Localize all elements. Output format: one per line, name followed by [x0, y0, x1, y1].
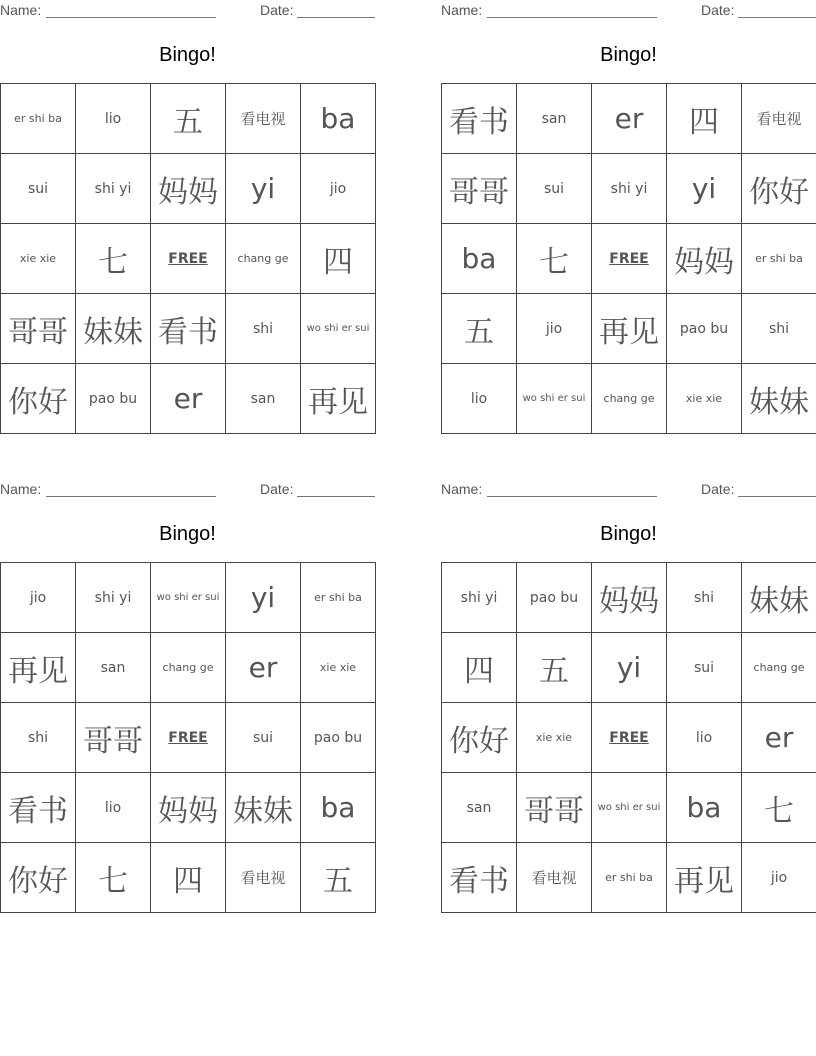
free-space-cell: FREE [592, 224, 667, 294]
bingo-cell: chang ge [151, 633, 226, 703]
card-title: Bingo! [159, 523, 216, 545]
bingo-grid [0, 562, 376, 913]
card-title: Bingo! [600, 523, 657, 545]
free-space-cell: FREE [151, 224, 226, 294]
bingo-cell: xie xie [517, 703, 592, 773]
bingo-row [442, 843, 816, 913]
bingo-cell: 看书 [442, 843, 517, 913]
bingo-cell: wo shi er sui [151, 563, 226, 633]
name-line [46, 496, 216, 497]
bingo-cell: 哥哥 [1, 294, 76, 364]
bingo-cell: 再见 [301, 364, 376, 434]
bingo-cell: 四 [442, 633, 517, 703]
bingo-cell: 七 [517, 224, 592, 294]
bingo-cell: 妈妈 [667, 224, 742, 294]
card-header [0, 2, 375, 18]
bingo-cell: lio [442, 364, 517, 434]
bingo-cell: sui [226, 703, 301, 773]
bingo-cell: 妈妈 [151, 773, 226, 843]
bingo-cell: wo shi er sui [301, 294, 376, 364]
bingo-cell: san [517, 84, 592, 154]
bingo-cell: 五 [442, 294, 517, 364]
bingo-row [1, 563, 376, 633]
bingo-cell: 妹妹 [742, 364, 816, 434]
bingo-card-1 [0, 0, 375, 433]
bingo-row [1, 84, 376, 154]
bingo-cell: 哥哥 [76, 703, 151, 773]
bingo-cell: 哥哥 [442, 154, 517, 224]
bingo-cell: ba [442, 224, 517, 294]
bingo-cell: 看电视 [226, 843, 301, 913]
bingo-cell: pao bu [517, 563, 592, 633]
card-header [0, 481, 375, 497]
bingo-cell: 哥哥 [517, 773, 592, 843]
bingo-cell: 看书 [442, 84, 517, 154]
bingo-cell: 七 [76, 843, 151, 913]
bingo-row [442, 773, 816, 843]
bingo-cell: er [742, 703, 816, 773]
bingo-row [442, 294, 816, 364]
bingo-cell: shi yi [592, 154, 667, 224]
date-line [738, 496, 816, 497]
bingo-cell: 四 [301, 224, 376, 294]
bingo-cell: 你好 [1, 843, 76, 913]
name-label: Name: [0, 481, 42, 497]
bingo-cell: shi yi [76, 563, 151, 633]
bingo-cell: shi [1, 703, 76, 773]
bingo-grid [441, 562, 816, 913]
date-label: Date: [260, 2, 294, 18]
bingo-cell: 四 [667, 84, 742, 154]
bingo-row [1, 773, 376, 843]
name-label: Name: [441, 481, 483, 497]
bingo-cell: jio [1, 563, 76, 633]
bingo-row [442, 84, 816, 154]
bingo-cell: 妈妈 [592, 563, 667, 633]
bingo-cell: ba [301, 84, 376, 154]
name-line [46, 17, 216, 18]
date-label: Date: [701, 481, 735, 497]
date-label: Date: [701, 2, 735, 18]
bingo-cell: 看书 [1, 773, 76, 843]
card-header [441, 481, 816, 497]
bingo-cell: 七 [76, 224, 151, 294]
bingo-cell: san [442, 773, 517, 843]
bingo-grid [0, 83, 376, 434]
bingo-cell: jio [742, 843, 816, 913]
bingo-cell: 五 [301, 843, 376, 913]
date-line [297, 17, 375, 18]
free-space-cell: FREE [151, 703, 226, 773]
card-title: Bingo! [600, 44, 657, 66]
bingo-card-4 [441, 479, 816, 912]
bingo-cell: pao bu [76, 364, 151, 434]
name-label: Name: [0, 2, 42, 18]
bingo-cell: 妹妹 [742, 563, 816, 633]
bingo-cell: pao bu [301, 703, 376, 773]
bingo-cell: ba [667, 773, 742, 843]
bingo-card-2 [441, 0, 816, 433]
bingo-row [442, 224, 816, 294]
bingo-cell: yi [592, 633, 667, 703]
bingo-cell: 看电视 [226, 84, 301, 154]
bingo-row [1, 154, 376, 224]
bingo-cell: 看书 [151, 294, 226, 364]
bingo-cell: sui [517, 154, 592, 224]
bingo-cell: er shi ba [742, 224, 816, 294]
bingo-cell: jio [301, 154, 376, 224]
bingo-grid [441, 83, 816, 434]
bingo-row [1, 703, 376, 773]
bingo-row [442, 364, 816, 434]
bingo-cell: lio [667, 703, 742, 773]
card-title: Bingo! [159, 44, 216, 66]
bingo-cell: er [226, 633, 301, 703]
bingo-cell: er [592, 84, 667, 154]
name-line [487, 496, 657, 497]
bingo-row [442, 633, 816, 703]
bingo-cell: 五 [151, 84, 226, 154]
bingo-row [1, 294, 376, 364]
bingo-cell: shi yi [442, 563, 517, 633]
bingo-cell: xie xie [301, 633, 376, 703]
bingo-cell: er shi ba [1, 84, 76, 154]
bingo-row [1, 364, 376, 434]
bingo-cell: jio [517, 294, 592, 364]
bingo-row [442, 703, 816, 773]
bingo-cell: san [226, 364, 301, 434]
name-label: Name: [441, 2, 483, 18]
bingo-cell: sui [667, 633, 742, 703]
bingo-cell: 七 [742, 773, 816, 843]
bingo-cell: shi yi [76, 154, 151, 224]
bingo-cell: xie xie [1, 224, 76, 294]
bingo-cell: er shi ba [301, 563, 376, 633]
bingo-cell: chang ge [226, 224, 301, 294]
bingo-row [1, 224, 376, 294]
bingo-cell: yi [226, 154, 301, 224]
bingo-cell: 再见 [592, 294, 667, 364]
bingo-cell: yi [226, 563, 301, 633]
bingo-cell: er [151, 364, 226, 434]
bingo-cell: 妈妈 [151, 154, 226, 224]
bingo-cell: 五 [517, 633, 592, 703]
bingo-cell: lio [76, 84, 151, 154]
bingo-cell: wo shi er sui [517, 364, 592, 434]
bingo-cell: xie xie [667, 364, 742, 434]
bingo-cell: chang ge [742, 633, 816, 703]
bingo-cell: 你好 [442, 703, 517, 773]
date-label: Date: [260, 481, 294, 497]
bingo-cell: 再见 [667, 843, 742, 913]
bingo-cell: 妹妹 [226, 773, 301, 843]
card-header [441, 2, 816, 18]
bingo-cell: ba [301, 773, 376, 843]
free-space-cell: FREE [592, 703, 667, 773]
bingo-cell: 看电视 [742, 84, 816, 154]
bingo-cell: 妹妹 [76, 294, 151, 364]
bingo-cell: pao bu [667, 294, 742, 364]
bingo-cell: san [76, 633, 151, 703]
date-line [297, 496, 375, 497]
bingo-row [1, 633, 376, 703]
bingo-cell: er shi ba [592, 843, 667, 913]
bingo-card-3 [0, 479, 375, 912]
bingo-cell: sui [1, 154, 76, 224]
bingo-cell: chang ge [592, 364, 667, 434]
bingo-cell: shi [667, 563, 742, 633]
bingo-cell: shi [226, 294, 301, 364]
bingo-cell: 你好 [1, 364, 76, 434]
bingo-cell: shi [742, 294, 816, 364]
name-line [487, 17, 657, 18]
date-line [738, 17, 816, 18]
bingo-cell: 再见 [1, 633, 76, 703]
bingo-row [1, 843, 376, 913]
bingo-cell: 看电视 [517, 843, 592, 913]
bingo-cell: lio [76, 773, 151, 843]
bingo-cell: wo shi er sui [592, 773, 667, 843]
bingo-cell: yi [667, 154, 742, 224]
bingo-row [442, 563, 816, 633]
bingo-cell: 四 [151, 843, 226, 913]
bingo-cell: 你好 [742, 154, 816, 224]
bingo-row [442, 154, 816, 224]
